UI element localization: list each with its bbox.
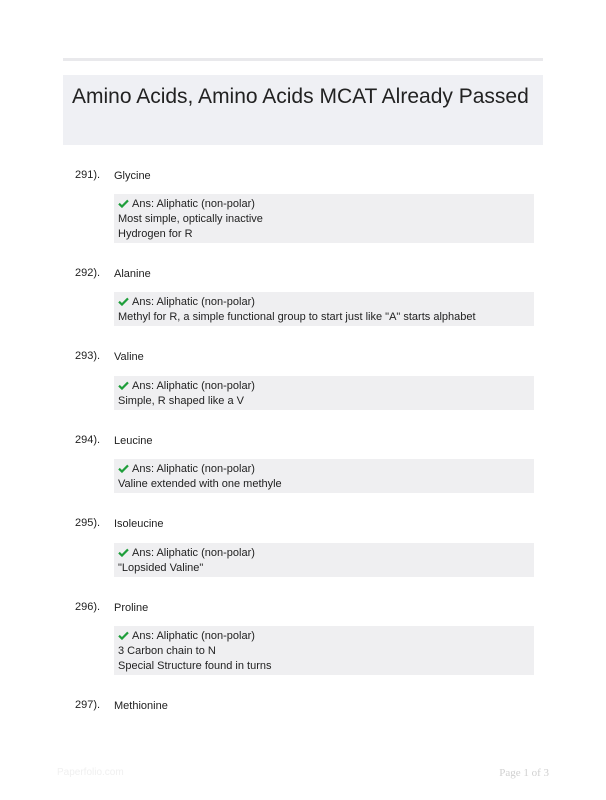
question-number: 292). bbox=[75, 267, 101, 279]
answer-box bbox=[114, 626, 534, 675]
page-title: Amino Acids, Amino Acids MCAT Already Passed bbox=[72, 85, 529, 108]
question-term: Alanine bbox=[114, 268, 151, 280]
top-divider bbox=[63, 58, 543, 61]
title-banner bbox=[63, 75, 543, 145]
question-number: 296). bbox=[75, 601, 101, 613]
question-number: 293). bbox=[75, 350, 101, 362]
answer-box bbox=[114, 543, 534, 577]
question-number: 291). bbox=[75, 169, 101, 181]
check-icon bbox=[118, 199, 129, 208]
answer-detail: Hydrogen for R bbox=[118, 228, 193, 240]
answer-box bbox=[114, 459, 534, 493]
answer-detail: 3 Carbon chain to N bbox=[118, 645, 216, 657]
question-number: 297). bbox=[75, 699, 101, 711]
question-term: Isoleucine bbox=[114, 518, 164, 530]
question-number: 294). bbox=[75, 434, 101, 446]
answer-label: Ans: Aliphatic (non-polar) bbox=[132, 547, 255, 559]
answer-label: Ans: Aliphatic (non-polar) bbox=[132, 630, 255, 642]
answer-box bbox=[114, 194, 534, 243]
answer-detail: Special Structure found in turns bbox=[118, 660, 272, 672]
question-number: 295). bbox=[75, 517, 101, 529]
question-term: Methionine bbox=[114, 700, 168, 712]
answer-detail: Methyl for R, a simple functional group to start just like "A" starts alphabet bbox=[118, 311, 476, 323]
answer-label: Ans: Aliphatic (non-polar) bbox=[132, 380, 255, 392]
question-term: Proline bbox=[114, 602, 149, 614]
footer-watermark: Paperfolio.com bbox=[57, 767, 124, 778]
question-term: Glycine bbox=[114, 170, 151, 182]
question-term: Valine bbox=[114, 351, 144, 363]
check-icon bbox=[118, 297, 129, 306]
answer-label: Ans: Aliphatic (non-polar) bbox=[132, 198, 255, 210]
page-indicator: Page 1 of 3 bbox=[499, 767, 549, 779]
question-term: Leucine bbox=[114, 435, 153, 447]
check-icon bbox=[118, 464, 129, 473]
answer-detail: "Lopsided Valine" bbox=[118, 562, 204, 574]
answer-detail: Most simple, optically inactive bbox=[118, 213, 263, 225]
check-icon bbox=[118, 381, 129, 390]
answer-label: Ans: Aliphatic (non-polar) bbox=[132, 296, 255, 308]
answer-label: Ans: Aliphatic (non-polar) bbox=[132, 463, 255, 475]
answer-detail: Valine extended with one methyle bbox=[118, 478, 282, 490]
answer-box bbox=[114, 292, 534, 326]
check-icon bbox=[118, 631, 129, 640]
answer-box bbox=[114, 376, 534, 410]
check-icon bbox=[118, 548, 129, 557]
answer-detail: Simple, R shaped like a V bbox=[118, 395, 244, 407]
